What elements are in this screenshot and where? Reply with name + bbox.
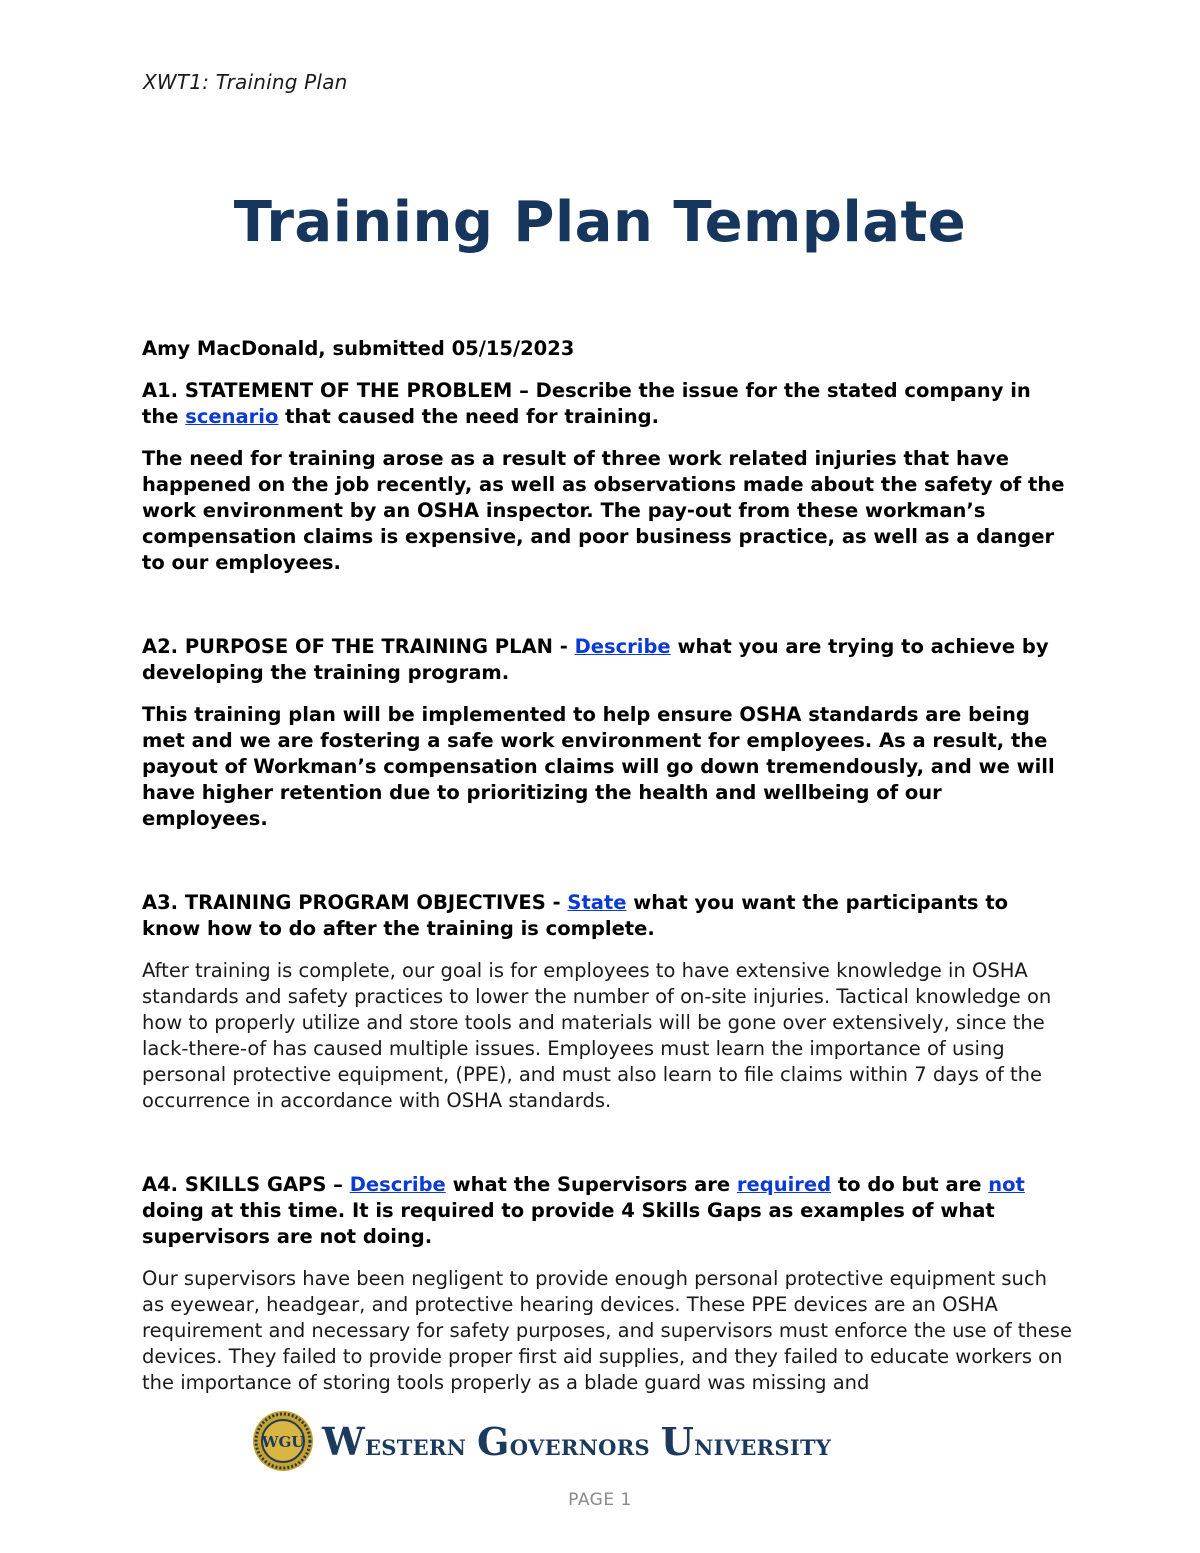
not-link[interactable]: not: [988, 1173, 1025, 1196]
university-seal-icon: [252, 1410, 314, 1472]
answer-a3: After training is complete, our goal is for employees to have extensive knowledge in OSHA standards and safety practices to lower the number of on-site injuries. Tactical knowledge on how to properly utilize and store tools and materials will be gone over extensively, since the lack-there-of has caused multiple issues. Employees must learn the importance of using personal protective equipment, (PPE), and must also learn to file claims within 7 days of the occurrence in accordance with OSHA standards.: [142, 959, 1052, 1112]
question-a2-tail: what you are trying to achieve by developing the training program.: [142, 635, 1049, 684]
seal-letters: WGU: [261, 1433, 305, 1451]
describe-link-a2[interactable]: Describe: [574, 635, 671, 658]
wordmark-w: W: [322, 1418, 365, 1464]
question-a2: [142, 634, 1072, 686]
question-a3-tail: what you want the participants to know how to do after the training is complete.: [142, 891, 1009, 940]
question-a1: [142, 378, 1072, 430]
answer-a2: This training plan will be implemented to help ensure OSHA standards are being met and we are fostering a safe work environment for employees. As a result, the payout of Workman’s compensation claims will go down tremendously, and we will have higher retention due to prioritizing the health and wellbeing of our employees.: [142, 703, 1055, 830]
state-link[interactable]: State: [567, 891, 627, 914]
wordmark-estern: estern: [364, 1427, 477, 1463]
question-a2-lead: A2. PURPOSE OF THE TRAINING PLAN -: [142, 635, 575, 658]
author-line: Amy MacDonald, submitted 05/15/2023: [142, 337, 575, 360]
document-title: Training Plan Template: [233, 190, 967, 255]
page-number: PAGE 1: [568, 1490, 632, 1510]
running-header: XWT1: Training Plan: [143, 70, 348, 94]
question-a4-mid2: to do but are: [831, 1173, 989, 1196]
wordmark-u: U: [660, 1418, 695, 1464]
university-wordmark: [322, 1419, 831, 1464]
question-a3-lead: A3. TRAINING PROGRAM OBJECTIVES -: [142, 891, 568, 914]
question-a4-lead: A4. SKILLS GAPS –: [142, 1173, 350, 1196]
question-a1-lead: A1. STATEMENT OF THE PROBLEM – Describe the issue for the stated company in the: [142, 379, 1031, 428]
wordmark-overnors: overnors: [509, 1427, 661, 1463]
required-link[interactable]: required: [736, 1173, 832, 1196]
question-a1-tail: that caused the need for training.: [278, 405, 659, 428]
question-a4-mid1: what the Supervisors are: [445, 1173, 737, 1196]
answer-a1: The need for training arose as a result of three work related injuries that have happened on the job recently, as well as observations made about the safety of the work environment by an OSHA inspector. The pay-out from these workman’s compensation claims is expensive, and poor business practice, as well as a danger to our employees.: [142, 447, 1065, 574]
document-body: [142, 336, 1072, 1396]
wordmark-g: G: [476, 1418, 510, 1464]
question-a4-tail: doing at this time. It is required to provide 4 Skills Gaps as examples of what supervisors are not doing.: [142, 1199, 995, 1248]
question-a3: [142, 890, 1072, 942]
scenario-link[interactable]: scenario: [185, 405, 279, 428]
wgu-logo: [252, 1410, 831, 1472]
answer-a4: Our supervisors have been negligent to provide enough personal protective equipment such as eyewear, headgear, and protective hearing devices. These PPE devices are an OSHA requirement and necessary for safety purposes, and supervisors must enforce the use of these devices. They failed to provide proper first aid supplies, and they failed to educate workers on the importance of storing tools properly as a blade guard was missing and: [142, 1267, 1072, 1394]
wordmark-niversity: niversity: [694, 1427, 832, 1463]
question-a4: [142, 1172, 1072, 1250]
describe-link-a4[interactable]: Describe: [349, 1173, 446, 1196]
